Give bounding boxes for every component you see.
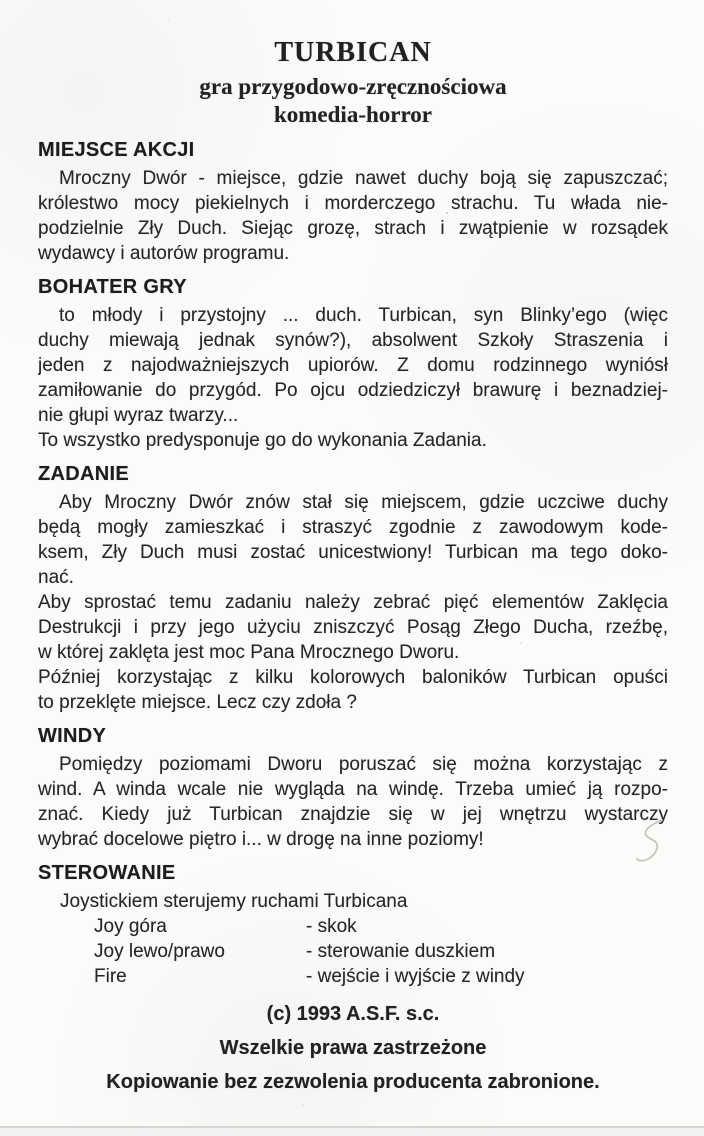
text-line: Aby Mroczny Dwór znów stał się miejscem, gdzie uczciwe duchy xyxy=(59,492,668,513)
title-block xyxy=(38,38,668,129)
paragraph xyxy=(38,428,668,453)
control-action: - wejście i wyjście z windy xyxy=(306,966,525,987)
paragraph xyxy=(38,590,668,665)
text-line: Destrukcji i przy jego użyciu zniszczyć Posąg Złego Ducha, rzeźbę, xyxy=(38,617,668,638)
section-heading: BOHATER GRY xyxy=(38,276,187,298)
text-line: wind. A winda wcale nie wygląda na windę. Trzeba umieć ją rozpo- xyxy=(38,779,668,800)
footer-rights: Wszelkie prawa zastrzeżone xyxy=(219,1037,487,1059)
text-line: Mroczny Dwór - miejsce, gdzie nawet duchy boją się zapuszczać; xyxy=(59,168,668,189)
text-line: To wszystko predysponuje go do wykonania Zadania. xyxy=(38,430,487,451)
control-row xyxy=(38,914,668,939)
handwritten-mark xyxy=(630,814,672,870)
page-title: TURBICAN xyxy=(274,37,432,68)
control-action: - sterowanie duszkiem xyxy=(306,941,496,962)
text-line: w której zaklęta jest moc Pana Mrocznego Dworu. xyxy=(38,642,460,663)
genre-line-2: komedia-horror xyxy=(273,102,432,127)
section-windy xyxy=(38,725,668,852)
paragraph xyxy=(38,490,668,590)
footer-notice: Kopiowanie bez zezwolenia producenta zabronione. xyxy=(106,1071,600,1093)
section-heading: STEROWANIE xyxy=(38,862,176,884)
control-row xyxy=(38,939,668,964)
paragraph xyxy=(38,665,668,715)
control-row xyxy=(38,964,668,989)
text-line: królestwo mocy piekielnych i morderczego strachu. Tu włada nie- xyxy=(38,193,668,214)
text-line: ksem, Zły Duch musi zostać unicestwiony! Turbican ma tego doko- xyxy=(38,542,668,563)
text-line: Aby sprostać temu zadaniu należy zebrać pięć elementów Zaklęcia xyxy=(38,592,668,613)
section-heading: MIEJSCE AKCJI xyxy=(38,139,195,161)
text-line: to przeklęte miejsce. Lecz czy zdoła ? xyxy=(38,692,357,713)
section-bohater-gry xyxy=(38,276,668,453)
controls-intro: Joystickiem sterujemy ruchami Turbicana xyxy=(60,891,408,912)
footer-copyright: (c) 1993 A.S.F. s.c. xyxy=(266,1003,440,1025)
text-line: to młody i przystojny ... duch. Turbican, syn Blinky’ego (więc xyxy=(59,305,668,326)
scan-speck xyxy=(0,0,2,2)
control-input: Joy lewo/prawo xyxy=(94,941,225,962)
text-line: znać. Kiedy już Turbican znajdzie się w jej wnętrzu wystarczy xyxy=(38,804,668,825)
section-zadanie xyxy=(38,463,668,715)
genre-line-1: gra przygodowo-zręcznościowa xyxy=(199,74,507,99)
page-footer xyxy=(38,1001,668,1095)
text-line: duchy miewają jednak synów?), absolwent Szkoły Straszenia i xyxy=(38,330,668,351)
text-line: podzielnie Zły Duch. Siejąc grozę, strach i zwątpienie w rozsądek xyxy=(38,218,668,239)
section-miejsce-akcji xyxy=(38,139,668,266)
section-sterowanie xyxy=(38,862,668,989)
text-line: jeden z najodważniejszych upiorów. Z domu rodzinnego wyniósł xyxy=(38,355,668,376)
control-action: - skok xyxy=(306,916,357,937)
text-line: nie głupi wyraz twarzy... xyxy=(38,405,239,426)
text-line: zamiłowanie do przygód. Po ojcu odziedziczył brawurę i beznadziej- xyxy=(38,380,668,401)
text-line: wydawcy i autorów programu. xyxy=(38,243,290,264)
text-line: Pomiędzy poziomami Dworu poruszać się można korzystając z xyxy=(59,754,668,775)
text-line: będą mogły zamieszkać i straszyć zgodnie z zawodowym kode- xyxy=(38,517,668,538)
section-heading: ZADANIE xyxy=(38,463,129,485)
paragraph xyxy=(38,752,668,852)
text-line: Później korzystając z kilku kolorowych baloników Turbican opuści xyxy=(38,667,668,688)
paragraph xyxy=(38,303,668,428)
section-heading: WINDY xyxy=(38,725,107,747)
control-input: Fire xyxy=(94,966,127,987)
text-line: nać. xyxy=(38,567,74,588)
paragraph xyxy=(38,166,668,266)
text-line: wybrać docelowe piętro i... w drogę na inne poziomy! xyxy=(38,829,484,850)
scan-bottom-edge xyxy=(0,1126,704,1136)
control-input: Joy góra xyxy=(94,916,167,937)
